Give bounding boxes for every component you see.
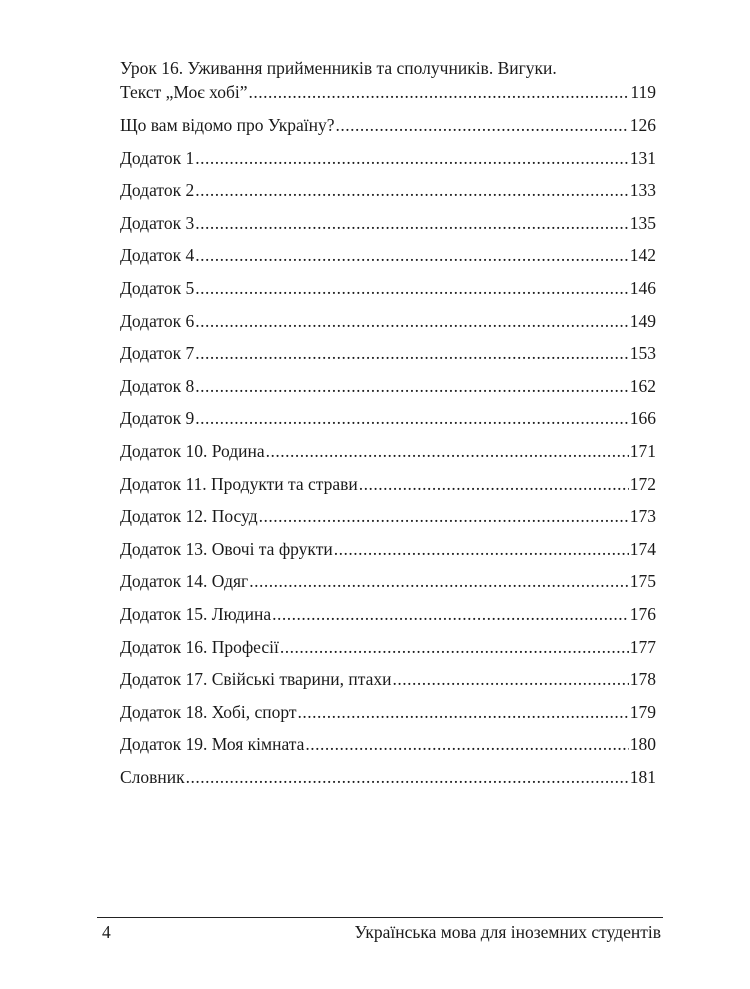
- toc-entry-title: Додаток 14. Одяг: [120, 571, 249, 592]
- toc-entry[interactable]: [120, 732, 656, 765]
- toc-entry[interactable]: [120, 765, 656, 798]
- dot-leader: [266, 439, 629, 463]
- dot-leader: [280, 635, 629, 659]
- toc-entry-page: 175: [629, 571, 656, 592]
- dot-leader: [359, 472, 629, 496]
- toc-entry-title: Додаток 7: [120, 343, 195, 364]
- dot-leader: [186, 765, 629, 789]
- toc-entry-page: 133: [629, 180, 656, 201]
- toc-entry[interactable]: [120, 146, 656, 179]
- toc-entry[interactable]: [120, 341, 656, 374]
- toc-entry-page: 178: [629, 669, 656, 690]
- dot-leader: [195, 309, 629, 333]
- toc-entry-page: 162: [629, 375, 656, 396]
- toc-entry[interactable]: [120, 309, 656, 342]
- toc-entry[interactable]: [120, 537, 656, 570]
- toc-entry-page: 142: [629, 245, 656, 266]
- footer-page-number: 4: [102, 922, 111, 942]
- toc-entry-page: 174: [629, 538, 656, 559]
- toc-entry-page: 119: [630, 82, 656, 102]
- toc-entry-title: Додаток 18. Хобі, спорт: [120, 701, 297, 722]
- toc-entry[interactable]: [120, 667, 656, 700]
- footer-book-title: Українська мова для іноземних студентів: [354, 922, 661, 942]
- dot-leader: [195, 374, 629, 398]
- dot-leader: [249, 80, 630, 104]
- dot-leader: [336, 113, 629, 137]
- dot-leader: [259, 504, 629, 528]
- toc-entry[interactable]: [120, 374, 656, 407]
- toc-entry[interactable]: [120, 80, 656, 113]
- toc-entry[interactable]: [120, 211, 656, 244]
- toc-entry-title: Додаток 9: [120, 408, 195, 429]
- toc-entry-page: 146: [629, 277, 656, 298]
- toc-entry-title: Додаток 16. Професії: [120, 636, 279, 657]
- toc-entry-page: 172: [629, 473, 656, 494]
- toc-entry[interactable]: [120, 602, 656, 635]
- toc-entry[interactable]: [120, 472, 656, 505]
- toc-entry-title: Додаток 17. Свійські тварини, птахи: [120, 669, 392, 690]
- toc-entry-page: 180: [629, 734, 656, 755]
- toc-entry-title: Додаток 19. Моя кімната: [120, 734, 305, 755]
- toc-entry-title: Додаток 4: [120, 245, 195, 266]
- toc-entry-list: [120, 113, 656, 797]
- dot-leader: [195, 146, 629, 170]
- toc-entry-title: Що вам відомо про Україну?: [120, 115, 335, 135]
- dot-leader: [195, 341, 629, 365]
- toc-entry[interactable]: [120, 243, 656, 276]
- toc-entry-line-1: Урок 16. Уживання прийменників та сполучників. Вигуки.: [120, 58, 557, 78]
- toc-entry-title: Додаток 1: [120, 147, 195, 168]
- toc-entry-page: 149: [629, 310, 656, 331]
- toc-entry-title: Додаток 2: [120, 180, 195, 201]
- toc-entry-title: Додаток 11. Продукти та страви: [120, 473, 358, 494]
- dot-leader: [305, 732, 628, 756]
- toc-entry-title: Текст „Моє хобі”: [120, 82, 248, 102]
- toc-entry-page: 135: [629, 212, 656, 233]
- dot-leader: [195, 211, 629, 235]
- dot-leader: [195, 243, 629, 267]
- toc-entry-page: 166: [629, 408, 656, 429]
- toc-entry-title: Додаток 8: [120, 375, 195, 396]
- toc-entry-title: Додаток 10. Родина: [120, 440, 265, 461]
- dot-leader: [298, 700, 629, 724]
- dot-leader: [195, 276, 629, 300]
- toc-entry-page: 126: [629, 115, 656, 135]
- footer-rule: [97, 917, 663, 918]
- toc-entry[interactable]: [120, 178, 656, 211]
- dot-leader: [334, 537, 629, 561]
- dot-leader: [249, 569, 629, 593]
- toc-entry[interactable]: [120, 439, 656, 472]
- toc-entry[interactable]: [120, 635, 656, 668]
- toc-entry-page: 176: [629, 603, 656, 624]
- toc-entry[interactable]: [120, 700, 656, 733]
- toc-entry-title: Словник: [120, 766, 185, 787]
- dot-leader: [195, 406, 629, 430]
- toc-entry[interactable]: [120, 569, 656, 602]
- toc-entry-title: Додаток 5: [120, 277, 195, 298]
- toc-entry-page: 153: [629, 343, 656, 364]
- toc-entry-title: Додаток 15. Людина: [120, 603, 272, 624]
- toc-entry[interactable]: [120, 406, 656, 439]
- toc-entry-title: Додаток 3: [120, 212, 195, 233]
- dot-leader: [272, 602, 629, 626]
- toc-entry-title: Додаток 6: [120, 310, 195, 331]
- toc-entry[interactable]: [120, 504, 656, 537]
- toc-entry-page: 177: [629, 636, 656, 657]
- toc-entry-title: Додаток 13. Овочі та фрукти: [120, 538, 333, 559]
- toc-entry-title: Додаток 12. Посуд: [120, 506, 258, 527]
- toc-entry-page: 173: [629, 506, 656, 527]
- toc-entry-page: 171: [629, 440, 656, 461]
- toc-entry-page: 181: [629, 766, 656, 787]
- table-of-contents: [120, 56, 656, 797]
- toc-entry-page: 179: [629, 701, 656, 722]
- toc-entry-page: 131: [629, 147, 656, 168]
- dot-leader: [195, 178, 629, 202]
- toc-entry[interactable]: [120, 276, 656, 309]
- toc-entry[interactable]: [120, 113, 656, 146]
- dot-leader: [393, 667, 629, 691]
